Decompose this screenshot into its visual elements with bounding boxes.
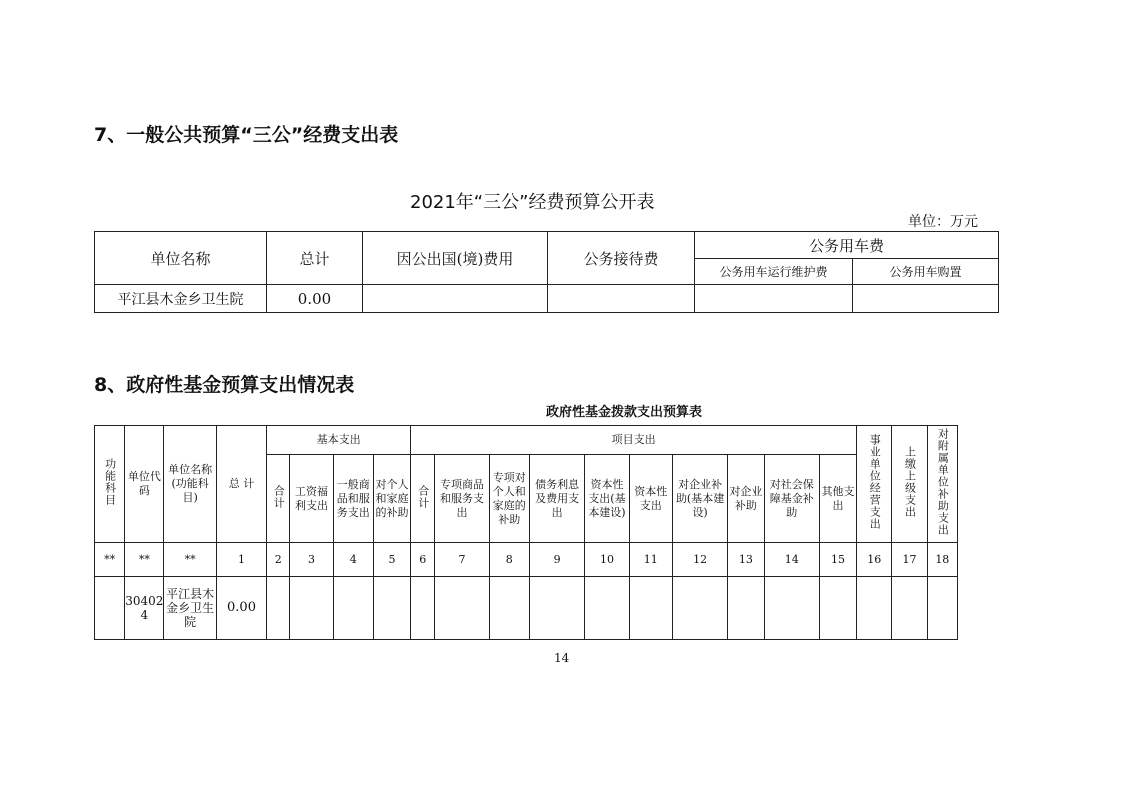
header-business: 事业单位经营支出 [868,434,882,530]
header-unit-name: 单位名称(功能科目) [164,426,216,543]
section-7-title: 7、一般公共预算“三公”经费支出表 [94,124,399,146]
empty-cell [290,577,333,640]
index-cell: 17 [892,543,927,577]
empty-cell [267,577,290,640]
header-func-subject: 功能科目 [103,458,117,506]
index-cell: 11 [629,543,672,577]
index-cell: 18 [927,543,957,577]
index-cell: ** [125,543,164,577]
index-row [95,543,958,577]
empty-cell [411,577,435,640]
header-project: 项目支出 [411,426,857,455]
index-cell: 4 [333,543,373,577]
cell-reception [548,285,695,313]
header-vehicle-run: 公务用车运行维护费 [695,259,853,285]
empty-cell [629,577,672,640]
cell-total: 0.00 [267,285,363,313]
table2-title: 政府性基金拨款支出预算表 [546,405,703,420]
index-cell: 1 [216,543,266,577]
three-public-expenses-table [94,231,999,313]
index-cell: 13 [728,543,764,577]
header-wages: 工资福利支出 [290,455,333,543]
header-basic-total: 合计 [272,484,286,509]
empty-cell [529,577,584,640]
table1-title: 2021年“三公”经费预算公开表 [410,192,655,213]
empty-cell [489,577,529,640]
index-cell: 9 [529,543,584,577]
header-vehicle: 公务用车费 [695,232,999,259]
table-row [95,577,958,640]
empty-cell [585,577,629,640]
header-special-goods: 专项商品和服务支出 [435,455,489,543]
header-enterprise: 对企业补助 [728,455,764,543]
empty-cell [819,577,856,640]
header-other: 其他支出 [819,455,856,543]
header-basic: 基本支出 [267,426,411,455]
cell-unit-name: 平江县木金乡卫生院 [95,285,267,313]
header-capital: 资本性支出 [629,455,672,543]
empty-cell [728,577,764,640]
header-special-individuals: 专项对个人和家庭的补助 [489,455,529,543]
header-proj-total: 合计 [416,484,430,509]
header-unit-code: 单位代码 [125,426,164,543]
header-enterprise-construction: 对企业补助(基本建设) [672,455,727,543]
cell-abroad [363,285,548,313]
index-cell: 2 [267,543,290,577]
index-cell: 15 [819,543,856,577]
empty-cell [373,577,410,640]
header-reception: 公务接待费 [548,232,695,285]
header-abroad: 因公出国(境)费用 [363,232,548,285]
index-cell: 7 [435,543,489,577]
index-cell: 8 [489,543,529,577]
cell-vehicle-buy [853,285,999,313]
empty-cell [435,577,489,640]
index-cell: 10 [585,543,629,577]
header-vehicle-buy: 公务用车购置 [853,259,999,285]
index-cell: 6 [411,543,435,577]
header-social-security: 对社会保障基金补助 [764,455,819,543]
index-cell: ** [95,543,125,577]
government-fund-expenditure-table [94,425,958,640]
header-total: 总计 [267,232,363,285]
cell-total: 0.00 [216,577,266,640]
header-capital-construction: 资本性支出(基本建设) [585,455,629,543]
empty-cell [892,577,927,640]
header-total: 总 计 [216,426,266,543]
empty-cell [927,577,957,640]
header-affiliated: 对附属单位补助支出 [936,428,950,536]
header-unit-name: 单位名称 [95,232,267,285]
empty-cell [857,577,892,640]
index-cell: 5 [373,543,410,577]
cell-func-subject [95,577,125,640]
index-cell: 3 [290,543,333,577]
empty-cell [333,577,373,640]
index-cell: ** [164,543,216,577]
cell-unit-name: 平江县木金乡卫生院 [164,577,216,640]
empty-cell [672,577,727,640]
index-cell: 14 [764,543,819,577]
table-row [95,285,999,313]
cell-vehicle-run [695,285,853,313]
header-goods: 一般商品和服务支出 [333,455,373,543]
empty-cell [764,577,819,640]
index-cell: 16 [857,543,892,577]
page-number: 14 [554,651,570,665]
cell-unit-code: 304024 [125,577,164,640]
header-debt: 债务利息及费用支出 [529,455,584,543]
section-8-title: 8、政府性基金预算支出情况表 [94,374,355,396]
table1-unit: 单位：万元 [908,214,978,230]
header-individuals: 对个人和家庭的补助 [373,455,410,543]
index-cell: 12 [672,543,727,577]
header-upper: 上缴上级支出 [903,446,917,518]
